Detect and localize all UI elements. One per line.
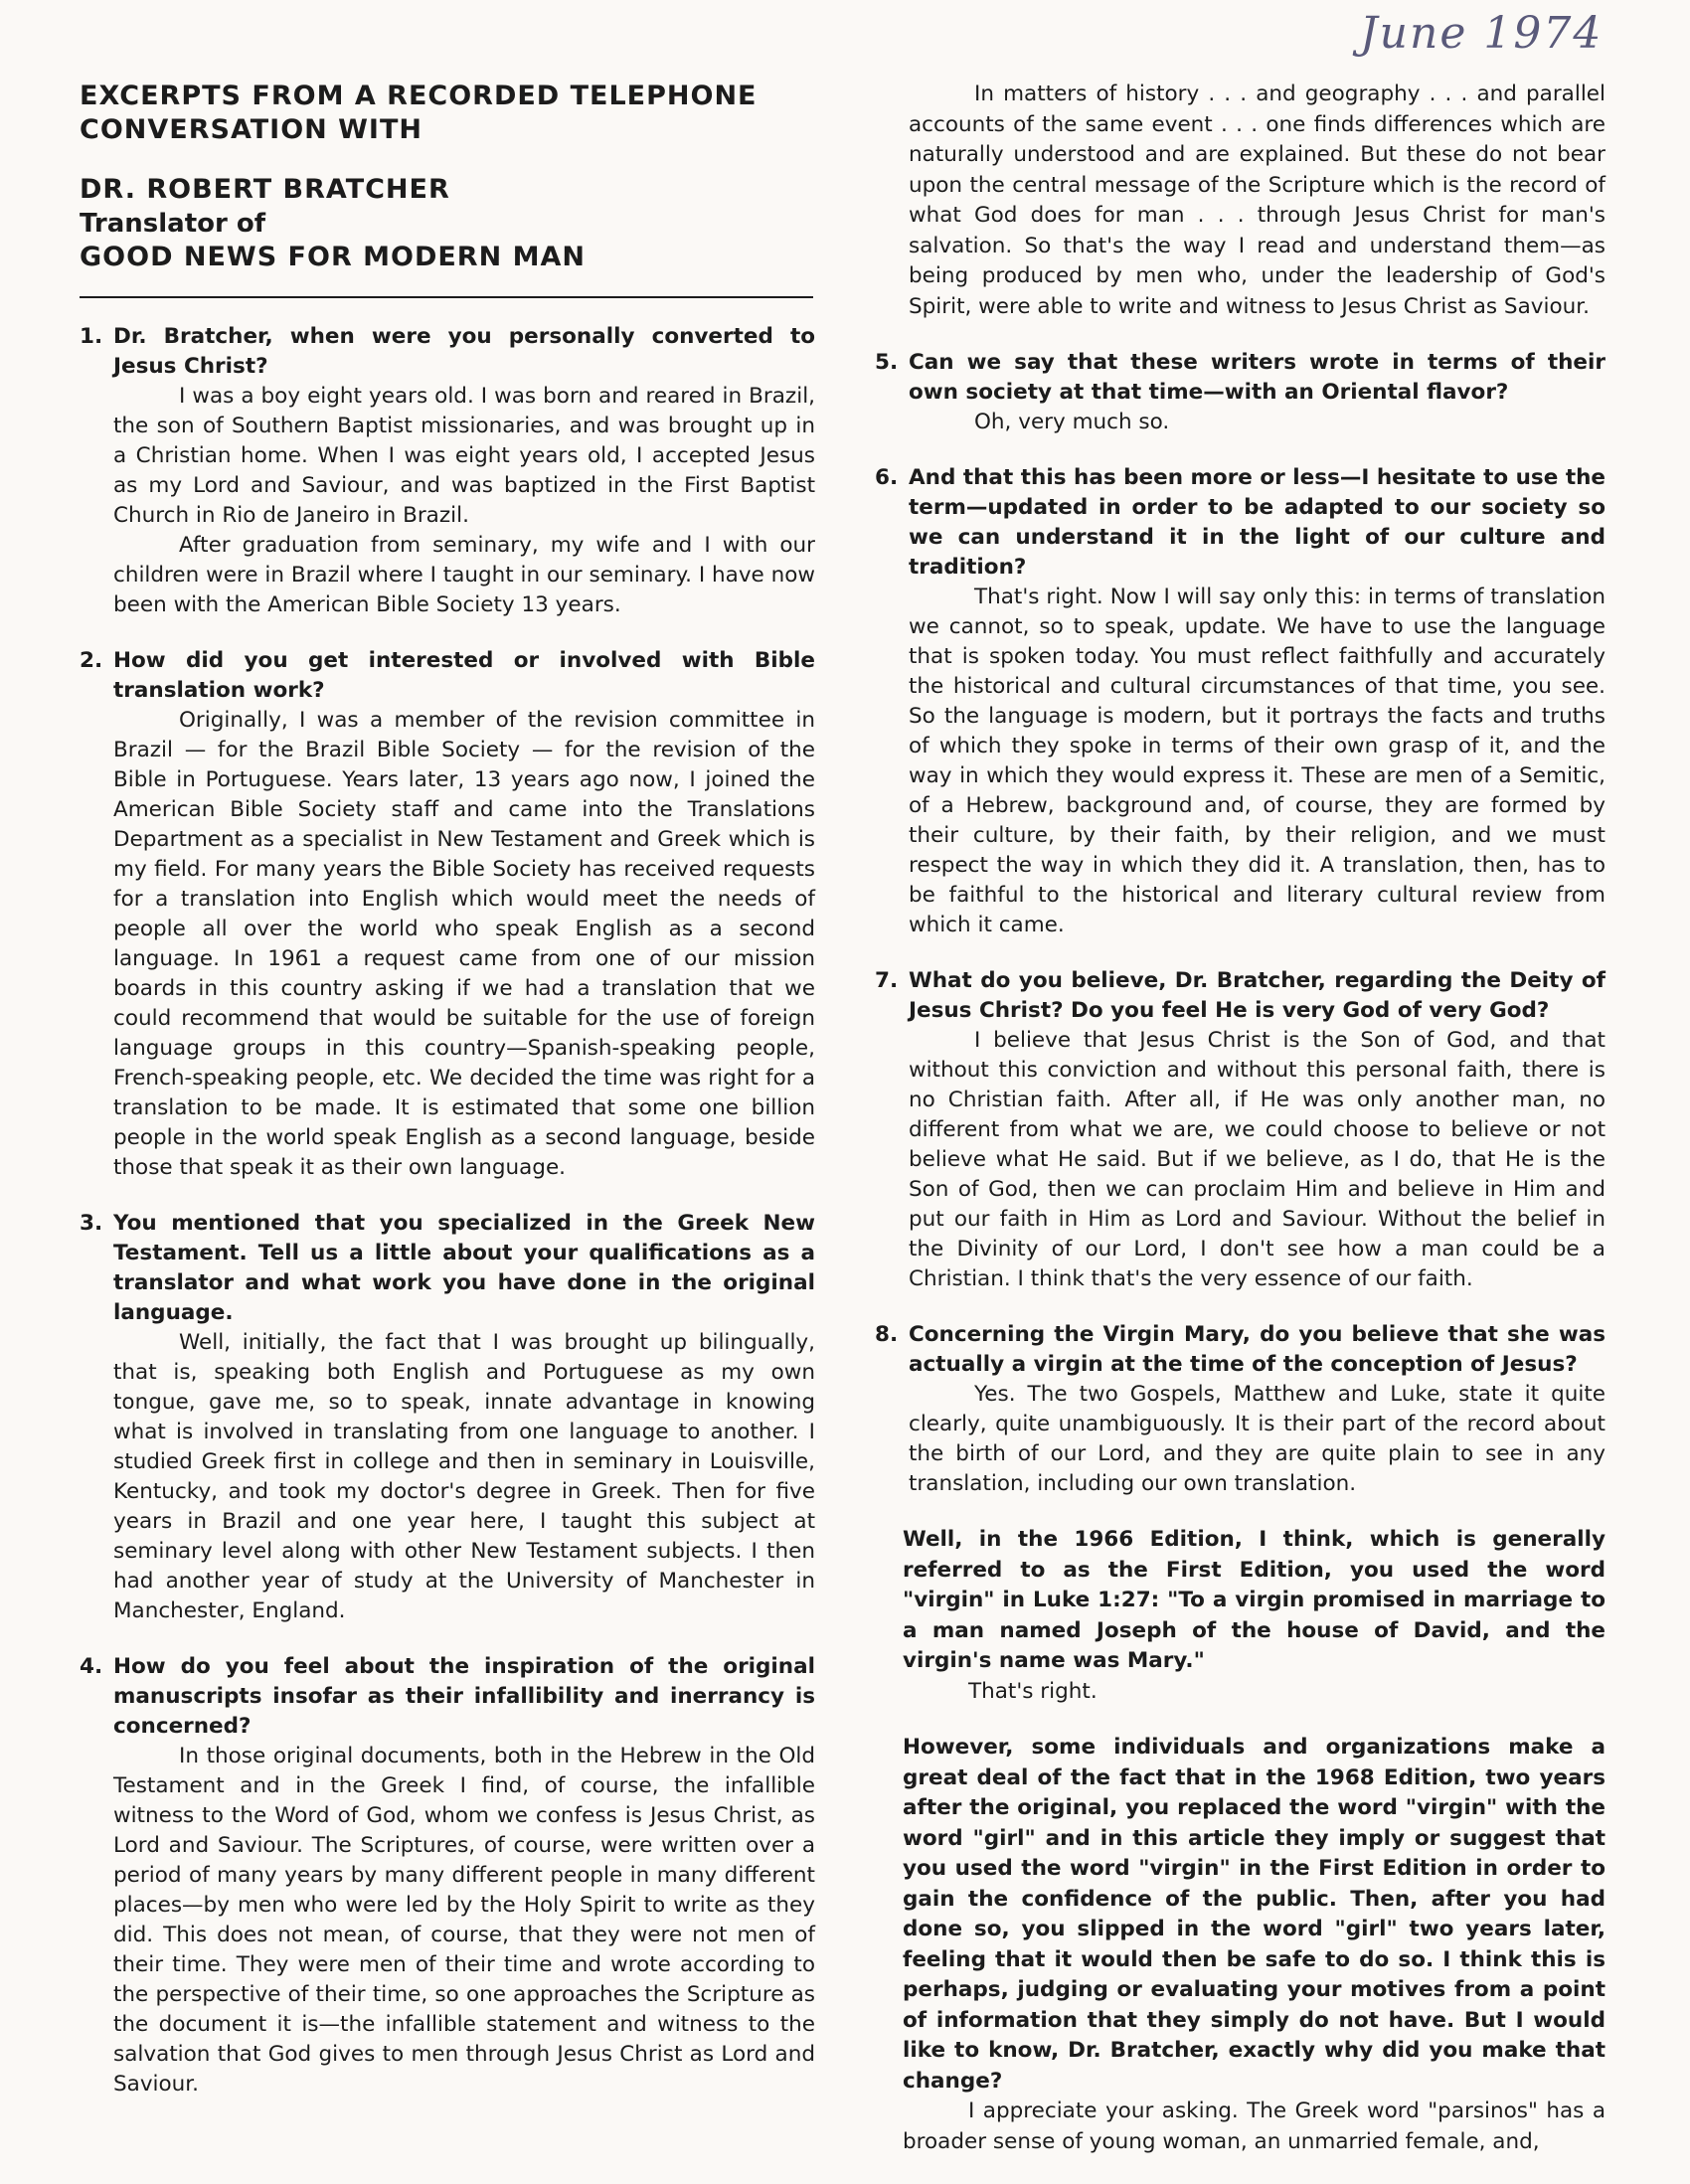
answer-paragraph: Yes. The two Gospels, Matthew and Luke, state it quite clearly, quite unambiguously. It is their part of the record about the birth of our Lord, and they are quite plain to see in any translation, including our own translation. (909, 1382, 1606, 1496)
continued-answer: In matters of history . . . and geography . . . and parallel accounts of the same event . . . one finds differences which are naturally understood and are explained. But these do not bear upon the central message of the Scripture which is the record of what God does for man . . . through Jesus Christ for man's salvation. So that's the way I read and understand them—as being produced by men who, under the leadership of God's Spirit, were able to write and witness to Jesus Christ as Saviour. (909, 82, 1606, 319)
question-text: How do you feel about the inspiration of the original manuscripts insofar as their infallibility and inerrancy is concerned? (113, 1654, 815, 1739)
question-number: 7. (875, 968, 899, 993)
handwritten-date: June 1974 (1360, 8, 1604, 59)
role-line-1: Translator of (80, 209, 266, 239)
question-number: 3. (80, 1211, 103, 1236)
question-text: Dr. Bratcher, when were you personally converted to Jesus Christ? (113, 324, 815, 379)
question-text: Concerning the Virgin Mary, do you believe that she was actually a virgin at the time of the conception of Jesus? (909, 1322, 1606, 1377)
title-line-1: EXCERPTS FROM A RECORDED TELEPHONE (80, 81, 758, 111)
right-column (875, 80, 1606, 2183)
followup-question: Well, in the 1966 Edition, I think, which is generally referred to as the First Edition, you used the word "virgin" in Luke 1:27: "To a virgin promised in marriage to a man named Joseph of the house of David, and the virgin's name was Mary." (903, 1527, 1606, 1673)
qa-item-3 (80, 1209, 815, 1626)
question-text: And that this has been more or less—I hesitate to use the term—updated in order to be adapted to our society so we can understand it in the light of our culture and tradition? (909, 465, 1606, 580)
qa-item-7 (875, 966, 1606, 1294)
question-text: How did you get interested or involved with Bible translation work? (113, 648, 815, 703)
question-text: Can we say that these writers wrote in terms of their own society at that time—with an Oriental flavor? (909, 350, 1606, 405)
answer-paragraph: I was a boy eight years old. I was born and reared in Brazil, the son of Southern Baptist missionaries, and was brought up in a Christian home. When I was eight years old, I accepted Jesus as my Lord and Saviour, and was baptized in the First Baptist Church in Rio de Janeiro in Brazil. (113, 384, 815, 528)
followup-1 (875, 1525, 1606, 1707)
answer-paragraph: After graduation from seminary, my wife and I with our children were in Brazil where I taught in our seminary. I have now been with the American Bible Society 13 years. (113, 533, 815, 617)
interviewee-name: DR. ROBERT BRATCHER (80, 174, 450, 205)
qa-item-8 (875, 1320, 1606, 1499)
answer-paragraph: Oh, very much so. (974, 410, 1170, 434)
followup-answer: That's right. (968, 1678, 1098, 1704)
question-number: 2. (80, 648, 103, 673)
answer-paragraph: In those original documents, both in the Hebrew in the Old Testament and in the Greek I find, of course, the infallible witness to the Word of God, whom we confess is Jesus Christ, as Lord and Saviour. The Scriptures, of course, were written over a period of many years by many different people in many different places—by men who were led by the Holy Spirit to write as they did. This does not mean, of course, that they were not men of their time. They were men of their time and wrote according to the perspective of their time, so one approaches the Scripture as the document it is—the infallible statement and witness to the salvation that God gives to men through Jesus Christ as Lord and Saviour. (113, 1744, 815, 2097)
qa-item-6 (875, 463, 1606, 940)
qa-item-1 (80, 322, 815, 620)
answer-paragraph: That's right. Now I will say only this: in terms of translation we cannot, so to speak, update. We have to use the language that is spoken today. You must reflect faithfully and accurately the historical and cultural circumstances of that time, you see. So the language is modern, but it portrays the facts and truths of which they spoke in terms of their own grasp of it, and the way in which they would express it. These are men of a Semitic, of a Hebrew, background and, of course, they are formed by their culture, by their faith, by their religion, and we must respect the way in which they did it. A translation, then, has to be faithful to the historical and literary cultural review from which it came. (909, 585, 1606, 937)
document-header (80, 80, 815, 274)
answer-paragraph: Originally, I was a member of the revision committee in Brazil — for the Brazil Bible Society — for the revision of the Bible in Portuguese. Years later, 13 years ago now, I joined the American Bible Society staff and came into the Translations Department as a specialist in New Testament and Greek which is my field. For many years the Bible Society has received requests for a translation into English which would meet the needs of people all over the world who speak English as a second language. In 1961 a request came from one of our mission boards in this country asking if we had a translation that we could recommend that would be suitable for the use of foreign language groups in this country—Spanish-speaking people, French-speaking people, etc. We decided the time was right for a translation to be made. It is estimated that some one billion people in the world speak English as a second language, beside those that speak it as their own language. (113, 708, 815, 1180)
header-divider (80, 296, 813, 298)
question-text: You mentioned that you specialized in the Greek New Testament. Tell us a little about your qualifications as a translator and what work you have done in the original language. (113, 1211, 815, 1325)
qa-item-2 (80, 646, 815, 1183)
question-number: 5. (875, 350, 899, 375)
title-line-2: CONVERSATION WITH (80, 114, 422, 145)
qa-item-5 (875, 348, 1606, 437)
qa-item-4 (80, 1652, 815, 2100)
role-line-2: GOOD NEWS FOR MODERN MAN (80, 242, 586, 272)
followup-answer: I appreciate your asking. The Greek word "parsinos" has a broader sense of young woman, an unmarried female, and, (903, 2099, 1606, 2154)
left-column (80, 80, 815, 2125)
answer-paragraph: I believe that Jesus Christ is the Son of God, and that without this conviction and without this personal faith, there is no Christian faith. After all, if He was only another man, no different from what we are, we could choose to believe or not believe what He said. But if we believe, as I do, that He is the Son of God, then we can proclaim Him and believe in Him and put our faith in Him as Lord and Saviour. Without the belief in the Divinity of our Lord, I don't see how a man could be a Christian. I think that's the very essence of our faith. (909, 1028, 1606, 1291)
followup-question: However, some individuals and organizations make a great deal of the fact that in the 1968 Edition, two years after the original, you replaced the word "virgin" with the word "girl" and in this article they imply or suggest that you used the word "virgin" in the First Edition in order to gain the confidence of the public. Then, after you had done so, you slipped in the word "girl" two years later, feeling that it would then be safe to do so. I think this is perhaps, judging or evaluating your motives from a point of information that they simply do not have. But I would like to know, Dr. Bratcher, exactly why did you make that change? (903, 1735, 1606, 2094)
question-number: 6. (875, 465, 899, 490)
question-text: What do you believe, Dr. Bratcher, regarding the Deity of Jesus Christ? Do you feel He is very God of very God? (909, 968, 1606, 1023)
question-number: 8. (875, 1322, 899, 1347)
question-number: 4. (80, 1654, 103, 1679)
question-number: 1. (80, 324, 103, 349)
answer-paragraph: Well, initially, the fact that I was brought up bilingually, that is, speaking both English and Portuguese as my own tongue, gave me, so to speak, innate advantage in knowing what is involved in translating from one language to another. I studied Greek first in college and then in seminary in Louisville, Kentucky, and took my doctor's degree in Greek. Then for five years in Brazil and one year here, I taught this subject at seminary level along with other New Testament subjects. I then had another year of study at the University of Manchester in Manchester, England. (113, 1330, 815, 1623)
followup-2 (875, 1733, 1606, 2157)
